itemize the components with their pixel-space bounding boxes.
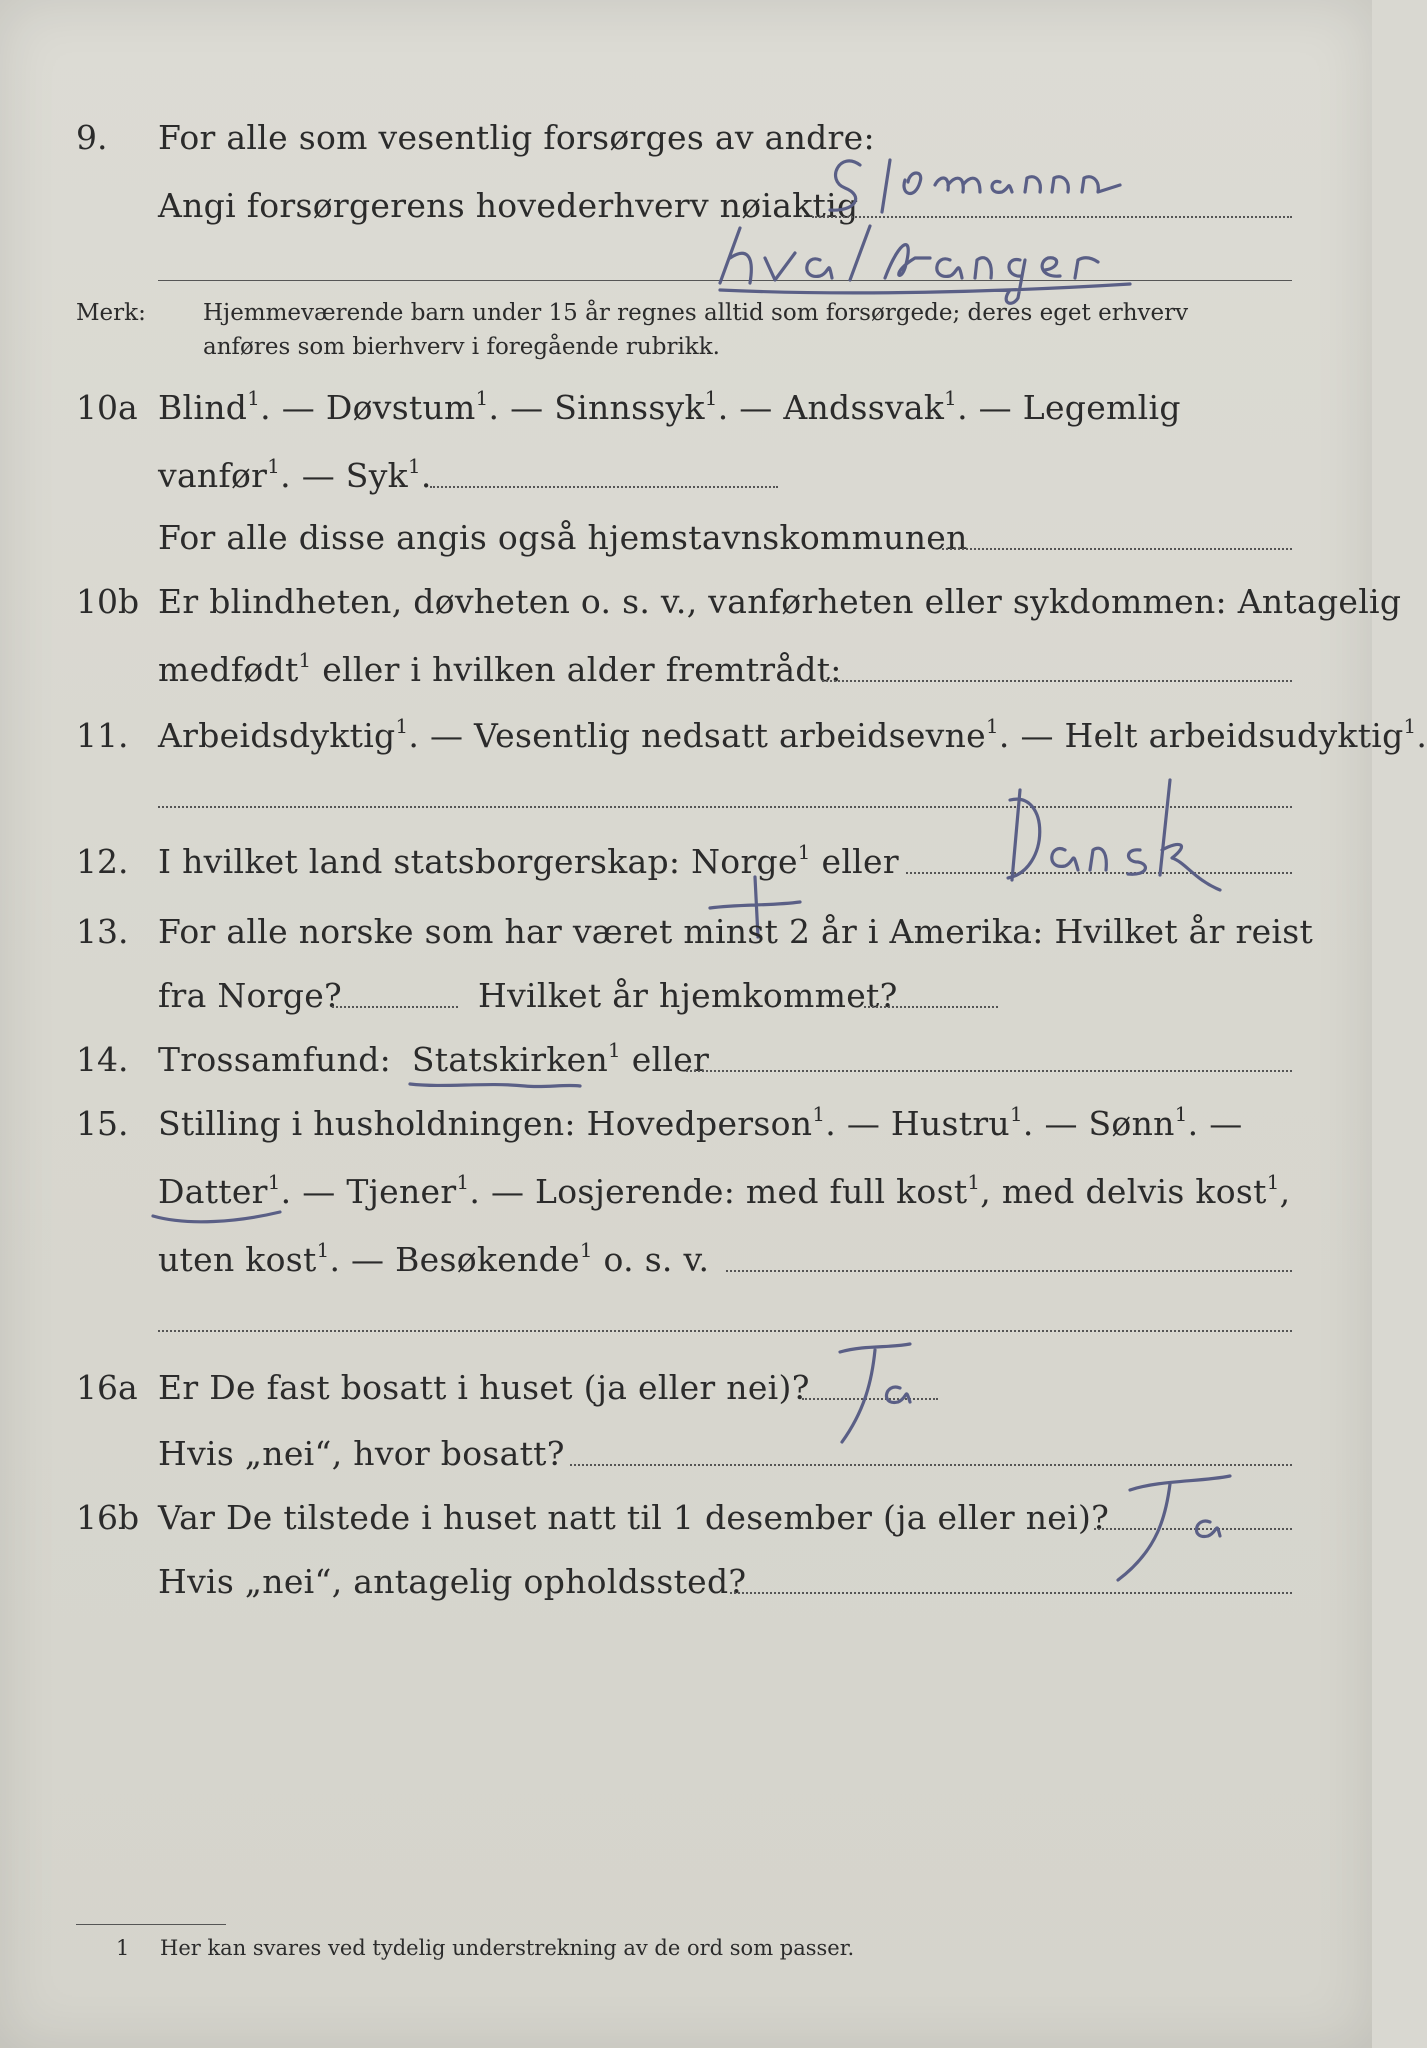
q15-answer-line2 [158, 1330, 1292, 1332]
q12-line1: I hvilket land statsborgerskap: Norge$^1$ eller [158, 841, 899, 881]
q10a-syk: — Syk [301, 456, 408, 495]
q15-besokende: . — Besøkende [329, 1240, 580, 1279]
q10b-medfodt: medfødt [158, 650, 299, 689]
q16a-handwriting-ja [820, 1340, 960, 1450]
q11-line1: Arbeidsdyktig$^1$. — Vesentlig nedsatt arbeidsevne$^1$. — Helt arbeidsudyktig$^1$. [158, 715, 1427, 755]
q16a-line2: Hvis „nei“, hvor bosatt? [158, 1434, 565, 1473]
q15-answer-line1 [726, 1270, 1292, 1272]
q16a-line1: Er De fast bosatt i huset (ja eller nei)? [158, 1368, 810, 1407]
q13-line2a: fra Norge? [158, 976, 343, 1015]
q15-sonn: . — Sønn [1022, 1104, 1175, 1143]
q16b-line2: Hvis „nei“, antagelig opholdssted? [158, 1562, 747, 1601]
q13-line1: For alle norske som har været minst 2 år i Amerika: Hvilket år reist [158, 912, 1314, 951]
footnote-separator [76, 1924, 226, 1925]
q15-number: 15. [76, 1104, 129, 1143]
footnote-text: Her kan svares ved tydelig understrekning av de ord som passer. [160, 1936, 855, 1960]
q14-answer-line [686, 1070, 1292, 1072]
q15-hovedperson: Stilling i husholdningen: Hovedperson [158, 1104, 813, 1143]
q16a-bosatt-line [570, 1464, 1292, 1466]
q11-number: 11. [76, 716, 129, 755]
q14-statskirken: Statskirken [411, 1040, 609, 1079]
q14-underline-statskirken [405, 1076, 585, 1096]
q15-tjener: . — Tjener [280, 1172, 457, 1211]
merk-line2: anføres som bierhverv i foregående rubrikk. [203, 334, 720, 360]
q10b-line2: medfødt$^1$ eller i hvilken alder fremtrådt: [158, 649, 842, 689]
q14-number: 14. [76, 1040, 129, 1079]
q15-underline-datter [148, 1204, 288, 1234]
q10a-line3: For alle disse angis også hjemstavnskommunen [158, 518, 968, 557]
q10b-line1: Er blindheten, døvheten o. s. v., vanførheten eller sykdommen: Antagelig [158, 582, 1402, 621]
q11-helt: . — Helt arbeidsudyktig [998, 716, 1404, 755]
q16b-line1: Var De tilstede i huset natt til 1 desember (ja eller nei)? [158, 1498, 1110, 1537]
q13-line2b: Hvilket år hjemkommet? [478, 976, 898, 1015]
q12-question: I hvilket land statsborgerskap: [158, 842, 681, 881]
q13-number: 13. [76, 912, 129, 951]
q10a-line1: Blind$^1$. — Døvstum$^1$. — Sinnssyk$^1$. — Andssvak$^1$. — Legemlig [158, 387, 1181, 427]
footnote-mark: 1 [116, 1936, 130, 1960]
q10b-alder: eller i hvilken alder fremtrådt: [322, 650, 842, 689]
q15-datter: Datter [158, 1172, 268, 1211]
q16b-handwriting-ja [1100, 1470, 1270, 1590]
q9-line1: For alle som vesentlig forsørges av andre: [158, 118, 875, 157]
q10a-andssvak: — Andssvak [739, 388, 945, 427]
q16b-number: 16b [76, 1498, 140, 1537]
q12-number: 12. [76, 842, 129, 881]
q15-hustru: . — Hustru [825, 1104, 1010, 1143]
q9-handwriting-hvalfanger [700, 218, 1220, 308]
merk-line1: Hjemmeværende barn under 15 år regnes alltid som forsørgede; deres eget erhverv [203, 300, 1189, 326]
q10a-blind: Blind [158, 388, 248, 427]
q15-uten: uten kost [158, 1240, 317, 1279]
q15-line2: Datter$^1$. — Tjener$^1$. — Losjerende: med full kost$^1$, med delvis kost$^1$, [158, 1171, 1291, 1211]
q10a-number: 10a [76, 388, 138, 427]
q10a-vanfor: vanfør [158, 456, 268, 495]
q10a-legemlig: — Legemlig [978, 388, 1181, 427]
q11-arbeidsdyktig: Arbeidsdyktig [158, 716, 396, 755]
q16b-opholdssted-line [730, 1592, 1292, 1594]
q11-vesentlig: . — Vesentlig nedsatt arbeidsevne [408, 716, 986, 755]
q9-handwriting-sjomann [820, 140, 1240, 220]
q10b-answer-line [822, 680, 1292, 682]
q12-handwriting-dansk [990, 770, 1290, 910]
q10a-answer-line [430, 486, 778, 488]
q12-eller: eller [821, 842, 899, 881]
q15-line3: uten kost$^1$. — Besøkende$^1$ o. s. v. [158, 1239, 710, 1279]
q10a-sinnssyk: — Sinnssyk [510, 388, 705, 427]
q13-reist-line [332, 1006, 458, 1008]
q10a-hjemstavn-line [942, 548, 1292, 550]
q10a-line2: vanfør$^1$. — Syk$^1$. [158, 455, 432, 495]
q9-line2: Angi forsørgerens hovederhverv nøiaktig [158, 186, 859, 225]
q10b-number: 10b [76, 582, 140, 621]
q15-losjerende: . — Losjerende: med full kost [469, 1172, 968, 1211]
q14-line1: Trossamfund: Statskirken$^1$ eller [158, 1039, 710, 1079]
q9-number: 9. [76, 118, 108, 157]
q15-delvis: , med delvis kost [980, 1172, 1267, 1211]
q14-eller: eller [631, 1040, 710, 1079]
merk-label: Merk: [76, 300, 146, 326]
q14-trossamfund: Trossamfund: [158, 1040, 392, 1079]
q10a-dovstum: — Døvstum [281, 388, 476, 427]
q15-line1: Stilling i husholdningen: Hovedperson$^1$. — Hustru$^1$. — Sønn$^1$. — [158, 1103, 1243, 1143]
q16a-number: 16a [76, 1368, 138, 1407]
q15-osv: o. s. v. [603, 1240, 710, 1279]
q12-norge: Norge [691, 842, 798, 881]
q13-hjemkommet-line [864, 1006, 998, 1008]
